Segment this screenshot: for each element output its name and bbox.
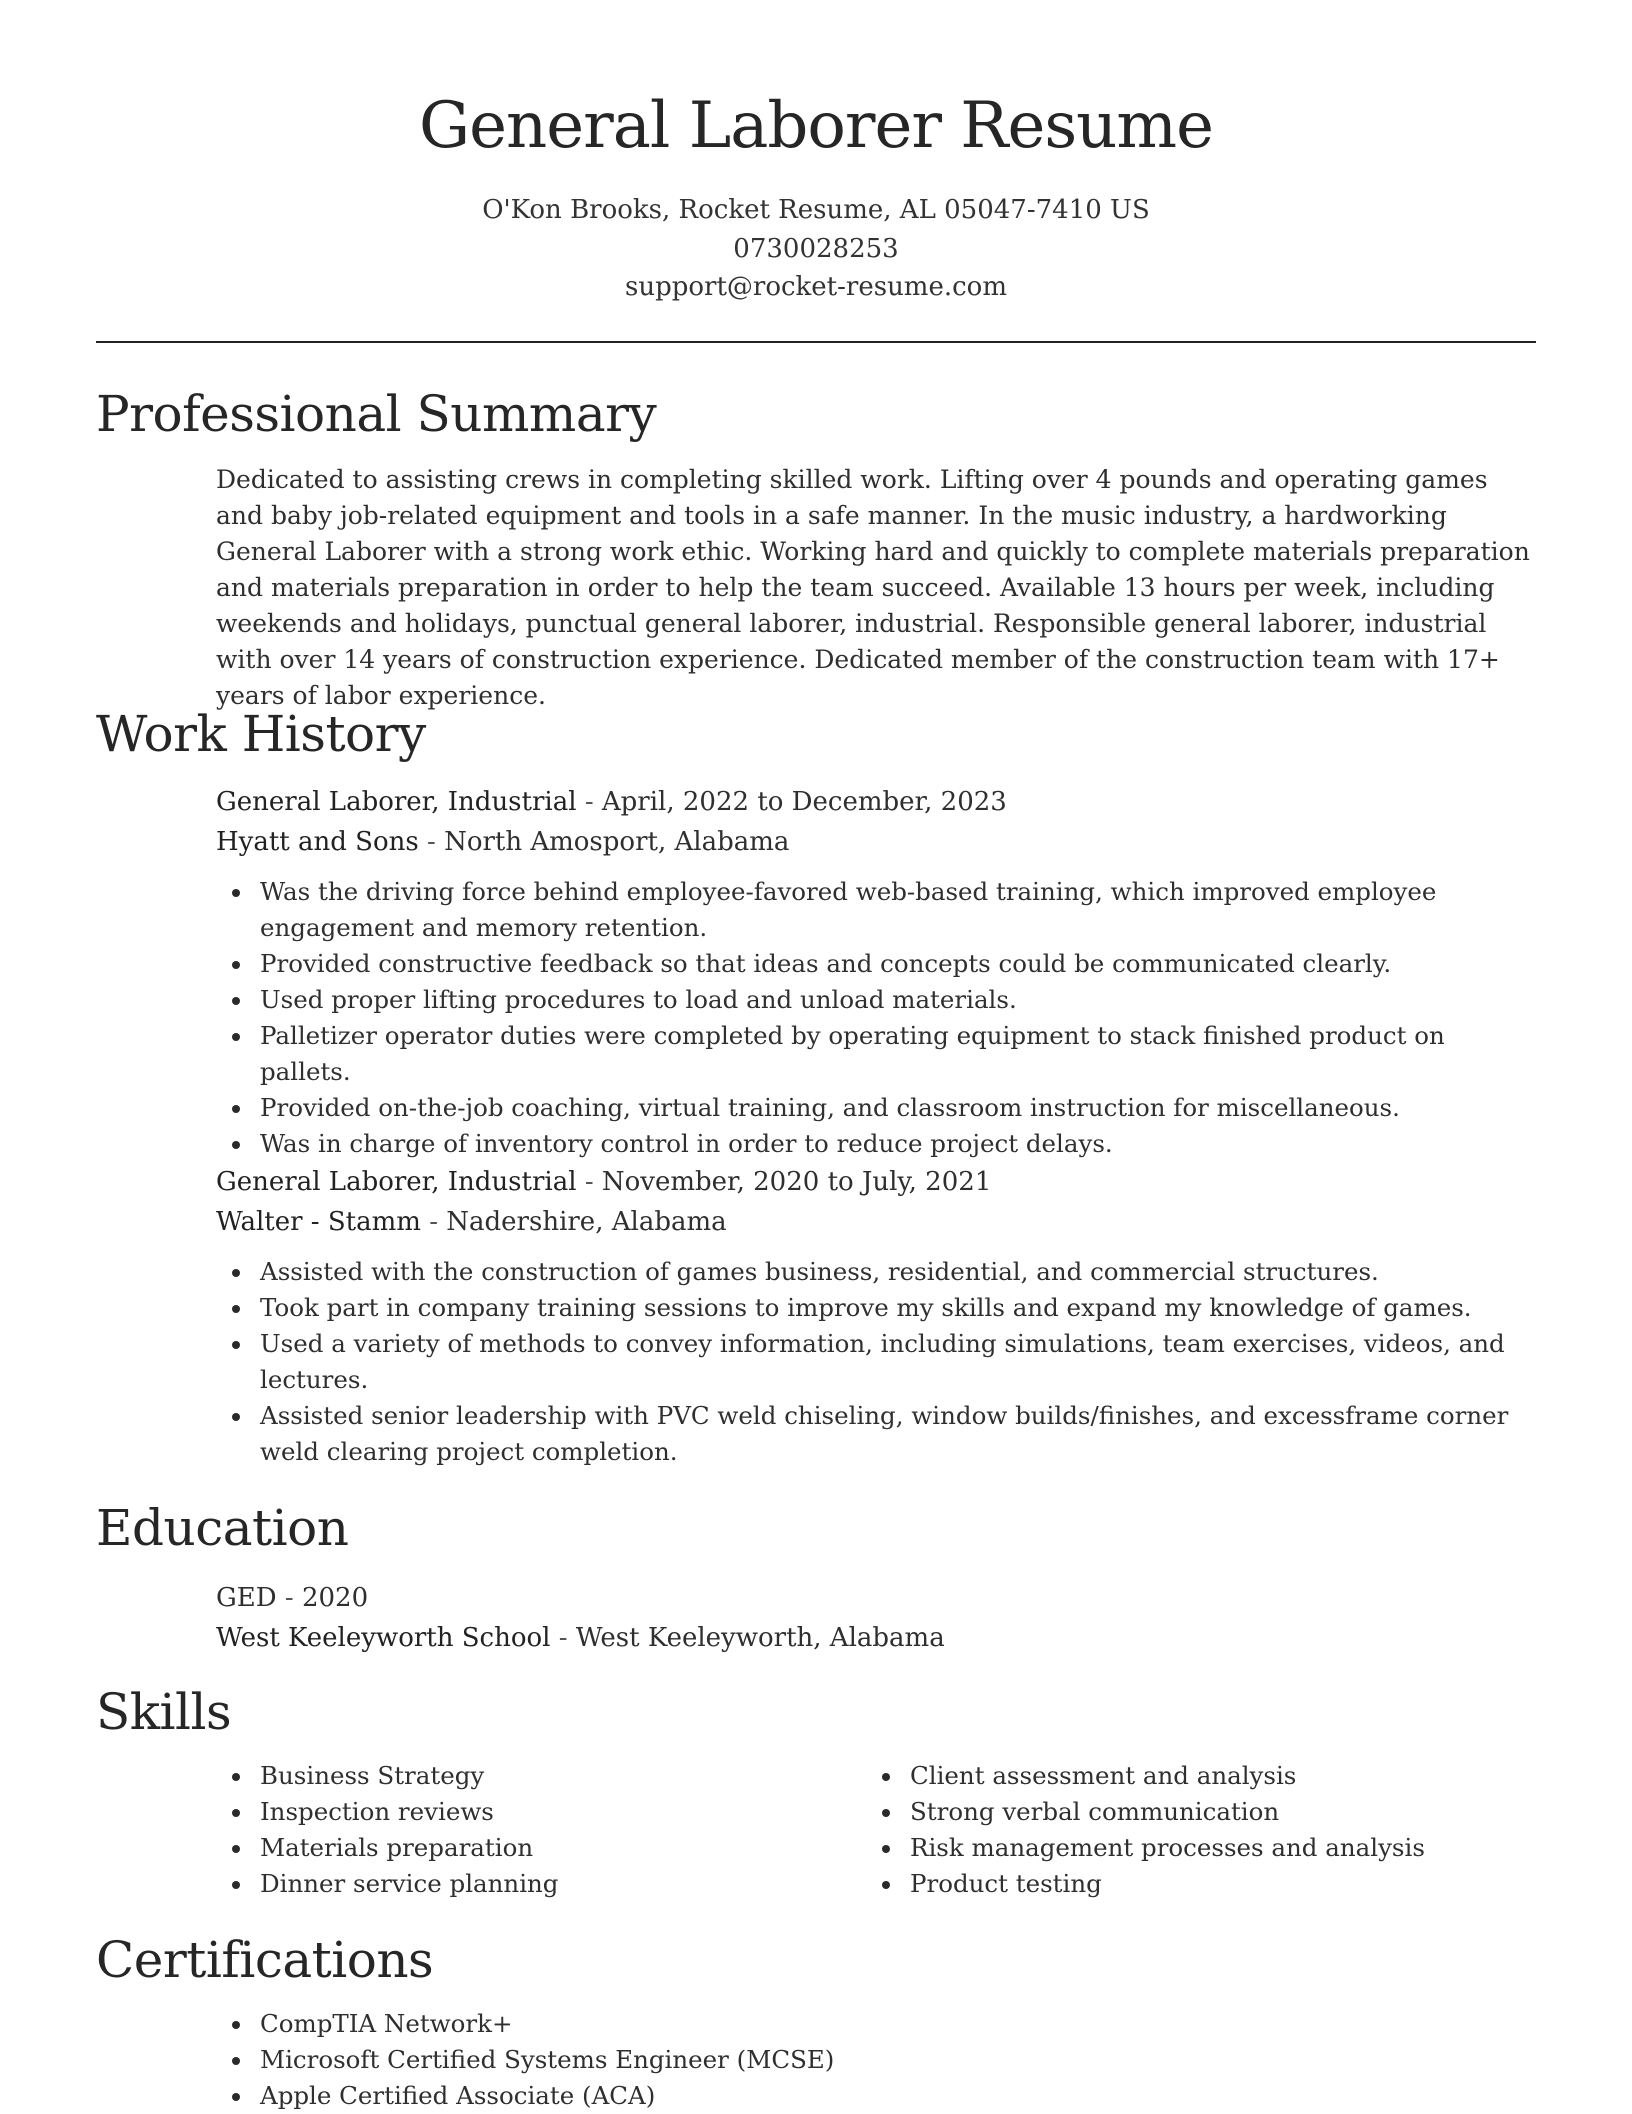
job-entry-1 [216, 782, 1536, 1162]
separator: - [584, 1167, 594, 1197]
list-item: Was in charge of inventory control in order to reduce project delays. [216, 1126, 1536, 1162]
education-degree-line [216, 1578, 1536, 1618]
skill-item: Client assessment and analysis [866, 1758, 1516, 1794]
job-title-line [216, 1162, 1536, 1202]
certification-item: Apple Certified Associate (ACA) [216, 2078, 1536, 2114]
education-location: West Keeleyworth, Alabama [575, 1623, 945, 1653]
separator: - [584, 787, 594, 817]
education-year: 2020 [301, 1583, 369, 1613]
education-school-line [216, 1618, 1536, 1658]
job-entry-2 [216, 1162, 1536, 1470]
section-heading-work: Work History [96, 705, 426, 763]
skill-item: Inspection reviews [216, 1794, 866, 1830]
job-company-line [216, 1202, 1536, 1242]
skill-item: Dinner service planning [216, 1866, 866, 1902]
job-title: General Laborer, Industrial [216, 1167, 577, 1197]
list-item: Used proper lifting procedures to load and unload materials. [216, 982, 1536, 1018]
separator: - [429, 1207, 438, 1237]
contact-address: O'Kon Brooks, Rocket Resume, AL 05047-7410 US [482, 195, 1150, 225]
separator: - [284, 1583, 294, 1613]
list-item: Provided constructive feedback so that ideas and concepts could be communicated clearly. [216, 946, 1536, 982]
job-location: North Amosport, Alabama [444, 827, 790, 857]
job-company-line [216, 822, 1536, 862]
certification-item: Microsoft Certified Systems Engineer (MCSE) [216, 2042, 1536, 2078]
skills-right-column [866, 1758, 1516, 1902]
education-degree: GED [216, 1583, 277, 1613]
section-heading-summary: Professional Summary [96, 385, 657, 443]
education-school: West Keeleyworth School [216, 1623, 551, 1653]
list-item: Was the driving force behind employee-favored web-based training, which improved employee engagement and memory retention. [216, 874, 1536, 946]
education-entry [216, 1578, 1536, 1658]
job-dates: April, 2022 to December, 2023 [601, 787, 1007, 817]
contact-email: support@rocket-resume.com [624, 272, 1007, 302]
job-company: Walter - Stamm [216, 1207, 421, 1237]
skills-grid [216, 1758, 1536, 1902]
job-bullets [216, 874, 1536, 1162]
job-bullets [216, 1254, 1536, 1470]
separator: - [427, 827, 436, 857]
contact-phone: 0730028253 [733, 234, 899, 264]
resume-title: General Laborer Resume [419, 89, 1213, 163]
job-location: Nadershire, Alabama [446, 1207, 727, 1237]
job-company: Hyatt and Sons [216, 827, 419, 857]
skill-item: Materials preparation [216, 1830, 866, 1866]
section-heading-education: Education [96, 1499, 349, 1557]
job-dates: November, 2020 to July, 2021 [601, 1167, 992, 1197]
summary-text: Dedicated to assisting crews in completing skilled work. Lifting over 4 pounds and operating games and baby job-related equipment and tools in a safe manner. In the music industry, a hardworking General Laborer with a strong work ethic. Working hard and quickly to complete materials preparation and materials preparation in order to help the team succeed. Available 13 hours per week, including weekends and holidays, punctual general laborer, industrial. Responsible general laborer, industrial with over 14 years of construction experience. Dedicated member of the construction team with 17+ years of labor experience. [216, 465, 1530, 710]
list-item: Took part in company training sessions to improve my skills and expand my knowledge of games. [216, 1290, 1536, 1326]
separator: - [558, 1623, 568, 1653]
job-title: General Laborer, Industrial [216, 787, 577, 817]
section-heading-certifications: Certifications [96, 1931, 434, 1989]
job-title-line [216, 782, 1536, 822]
skill-item: Product testing [866, 1866, 1516, 1902]
skills-left-column [216, 1758, 866, 1902]
section-heading-skills: Skills [96, 1683, 232, 1741]
skill-item: Strong verbal communication [866, 1794, 1516, 1830]
list-item: Assisted with the construction of games business, residential, and commercial structures. [216, 1254, 1536, 1290]
certifications-list [216, 2006, 1536, 2114]
certification-item: CompTIA Network+ [216, 2006, 1536, 2042]
list-item: Used a variety of methods to convey information, including simulations, team exercises, videos, and lectures. [216, 1326, 1536, 1398]
list-item: Palletizer operator duties were completed by operating equipment to stack finished product on pallets. [216, 1018, 1536, 1090]
skill-item: Business Strategy [216, 1758, 866, 1794]
list-item: Assisted senior leadership with PVC weld chiseling, window builds/finishes, and excessframe corner weld clearing project completion. [216, 1398, 1536, 1470]
header-divider [96, 341, 1536, 343]
list-item: Provided on-the-job coaching, virtual training, and classroom instruction for miscellaneous. [216, 1090, 1536, 1126]
skill-item: Risk management processes and analysis [866, 1830, 1516, 1866]
